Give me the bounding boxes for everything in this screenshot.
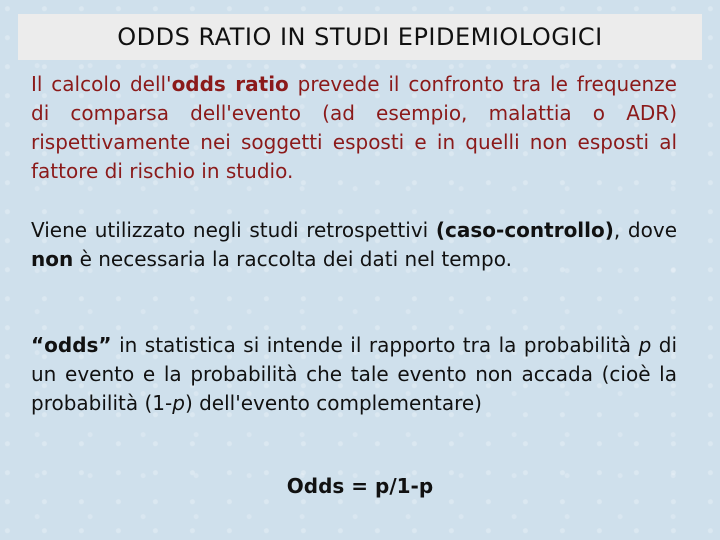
p3-var-p: p xyxy=(638,333,652,357)
p2-text-pre: Viene utilizzato negli studi retrospettivi xyxy=(31,218,436,242)
p1-text-pre: Il calcolo dell' xyxy=(31,72,172,96)
p2-text-post: è necessaria la raccolta dei dati nel tempo. xyxy=(73,247,512,271)
p2-term-caso-controllo: (caso-controllo) xyxy=(435,218,614,242)
p3-text-2: di un evento e la probabilità che tale evento non accada (cioè la probabilità (1- xyxy=(31,333,678,415)
slide-title: ODDS RATIO IN STUDI EPIDEMIOLOGICI xyxy=(117,23,603,51)
p3-text-3: ) dell'evento complementare) xyxy=(184,391,482,415)
paragraph-odds-definition xyxy=(31,331,677,418)
p3-term-odds: “odds” xyxy=(31,333,112,357)
title-bar xyxy=(18,14,702,60)
odds-formula: Odds = p/1-p xyxy=(286,474,434,498)
p3-text-1: in statistica si intende il rapporto tra la probabilità xyxy=(111,333,639,357)
paragraph-definition xyxy=(31,70,677,186)
p2-term-non: non xyxy=(31,247,74,271)
p2-text-mid: , dove xyxy=(613,218,677,242)
p3-var-p-2: p xyxy=(172,391,185,415)
paragraph-usage xyxy=(31,216,677,274)
p1-text-post: prevede il confronto tra le frequenze di comparsa dell'evento (ad esempio, malattia o ADR) rispettivamente nei soggetti esposti e in quelli non esposti al fattore di rischio in studio. xyxy=(31,72,677,183)
p1-term-odds-ratio: odds ratio xyxy=(171,72,289,96)
